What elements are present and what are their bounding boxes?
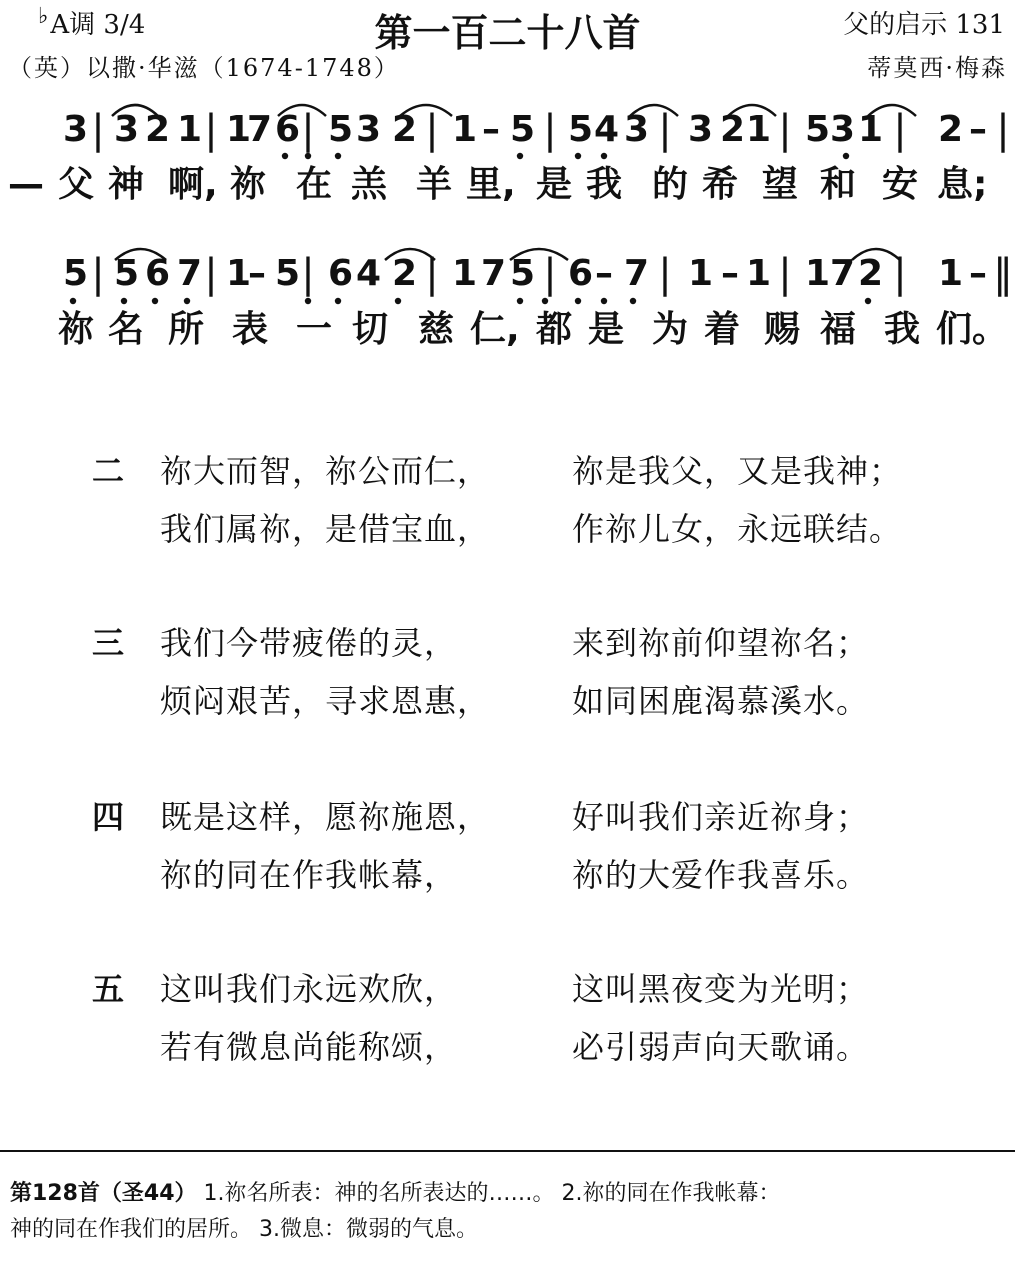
lyric-syllable: 息; <box>937 164 988 205</box>
undefined-note: 3 <box>356 109 382 150</box>
undefined-note: 1 <box>452 109 478 150</box>
undefined-note: 2 <box>858 253 884 294</box>
undefined-note: 2 <box>392 109 418 150</box>
stanza-line: 必引弱声向天歌诵。 <box>572 1028 870 1066</box>
stanza-line: 祢大而智，祢公而仁， <box>160 452 491 490</box>
undefined-note: 4 <box>356 253 382 294</box>
undefined-barline: | <box>91 107 105 153</box>
lyric-syllable: 赐 <box>764 309 801 350</box>
undefined-note: 1 <box>805 253 831 294</box>
undefined-barline: | <box>893 251 907 297</box>
key-text: A调 3/4 <box>50 10 146 40</box>
undefined-note: – <box>721 253 739 294</box>
lyric-syllable: 着 <box>704 309 741 350</box>
undefined-note: 1 <box>688 253 714 294</box>
undefined-note: 6 <box>145 253 171 294</box>
lyrics-line-1 <box>0 165 1015 215</box>
notation-line-2 <box>0 251 1015 314</box>
footnote-text-1: 1.祢名所表：神的名所表达的……。 2.祢的同在作我帐幕： <box>196 1181 781 1206</box>
lyric-syllable: 仁, <box>470 309 520 350</box>
footnote-label: 第128首（圣44） <box>10 1181 197 1206</box>
undefined-note: 5 <box>510 109 536 150</box>
lyric-syllable: 希 <box>702 164 739 205</box>
undefined-note: 1 <box>226 109 252 150</box>
undefined-barline: | <box>996 107 1010 153</box>
undefined-barline: ‖ <box>993 251 1013 297</box>
stanza-line: 既是这样，愿祢施恩， <box>160 798 491 836</box>
lyric-syllable: 里, <box>466 164 516 205</box>
undefined-note: 2 <box>145 109 171 150</box>
undefined-note: 1 <box>746 109 772 150</box>
undefined-note: 4 <box>594 109 620 150</box>
undefined-note: – <box>969 109 987 150</box>
lyric-syllable: 都 <box>536 309 573 350</box>
undefined-barline: | <box>301 251 315 297</box>
stanza-line: 祢的同在作我帐幕， <box>160 856 458 894</box>
stanza-line: 祢是我父，又是我神； <box>572 452 903 490</box>
undefined-note: 3 <box>63 109 89 150</box>
lyric-syllable: 在 <box>296 164 333 205</box>
stanza-number: 五 <box>92 970 125 1008</box>
undefined-barline: | <box>658 107 672 153</box>
undefined-note: 2 <box>392 253 418 294</box>
undefined-note: 3 <box>688 109 714 150</box>
footnote-line-1 <box>10 1176 781 1207</box>
lyric-syllable: 名 <box>108 309 145 350</box>
lyric-syllable: 一 <box>296 309 333 350</box>
undefined-note: 1 <box>452 253 478 294</box>
undefined-note: 7 <box>247 109 273 150</box>
undefined-barline: | <box>543 107 557 153</box>
footnote-divider <box>0 1150 1015 1152</box>
undefined-note: 2 <box>720 109 746 150</box>
stanza-line: 如同困鹿渴慕溪水。 <box>572 682 870 720</box>
hymn-title: 第一百二十八首 <box>374 11 641 55</box>
stanza-line: 这叫黑夜变为光明； <box>572 970 870 1008</box>
hymn-source: 父的启示 131 <box>843 10 1005 40</box>
lyric-syllable: 福 <box>820 309 857 350</box>
lyric-syllable: 望 <box>762 164 799 205</box>
stanza-line: 我们今带疲倦的灵， <box>160 624 458 662</box>
stanza-line: 祢的大爱作我喜乐。 <box>572 856 870 894</box>
stanza-line: 好叫我们亲近祢身； <box>572 798 870 836</box>
undefined-barline: | <box>778 107 792 153</box>
undefined-barline: | <box>658 251 672 297</box>
lyric-syllable: 父 <box>58 164 95 205</box>
stanza-number: 二 <box>92 452 125 490</box>
undefined-note: 1 <box>226 253 252 294</box>
undefined-note: 5 <box>114 253 140 294</box>
stanza-line: 我们属祢，是借宝血， <box>160 510 491 548</box>
footnote-line-2: 神的同在作我们的居所。 3.微息：微弱的气息。 <box>10 1217 478 1242</box>
stanza-line: 若有微息尚能称颂， <box>160 1028 458 1066</box>
undefined-barline: | <box>91 251 105 297</box>
lyric-syllable: — <box>8 164 44 205</box>
lyric-syllable: 是 <box>588 309 625 350</box>
lyric-syllable: 为 <box>652 309 689 350</box>
lyrics-line-2 <box>0 310 1015 360</box>
undefined-note: 7 <box>177 253 203 294</box>
undefined-note: 1 <box>177 109 203 150</box>
lyric-syllable: 和 <box>820 164 857 205</box>
undefined-barline: | <box>893 107 907 153</box>
lyric-syllable: 的 <box>652 164 689 205</box>
stanza-line: 来到祢前仰望祢名； <box>572 624 870 662</box>
lyric-syllable: 我 <box>884 309 921 350</box>
lyric-syllable: 羊 <box>416 164 453 205</box>
lyric-syllable: 们。 <box>936 309 1009 350</box>
undefined-barline: | <box>425 107 439 153</box>
undefined-note: 3 <box>624 109 650 150</box>
undefined-note: – <box>595 253 613 294</box>
undefined-note: – <box>248 253 266 294</box>
lyric-syllable: 羔 <box>351 164 388 205</box>
undefined-note: 2 <box>938 109 964 150</box>
undefined-barline: | <box>778 251 792 297</box>
undefined-barline: | <box>204 251 218 297</box>
lyric-syllable: 是 <box>536 164 573 205</box>
undefined-barline: | <box>425 251 439 297</box>
stanza-line: 作祢儿女，永远联结。 <box>572 510 903 548</box>
undefined-note: 7 <box>830 253 856 294</box>
undefined-note: – <box>969 253 987 294</box>
undefined-note: 5 <box>510 253 536 294</box>
undefined-note: 1 <box>858 109 884 150</box>
undefined-note: 5 <box>805 109 831 150</box>
lyric-syllable: 啊, <box>168 164 218 205</box>
undefined-note: 7 <box>481 253 507 294</box>
undefined-barline: | <box>204 107 218 153</box>
undefined-note: 7 <box>624 253 650 294</box>
flat-symbol: ♭ <box>38 4 49 29</box>
undefined-note: 6 <box>275 109 301 150</box>
stanza-number: 四 <box>92 798 125 836</box>
undefined-note: 5 <box>275 253 301 294</box>
stanza-line: 烦闷艰苦，寻求恩惠， <box>160 682 491 720</box>
undefined-note: 1 <box>938 253 964 294</box>
undefined-note: – <box>482 109 500 150</box>
undefined-note: 5 <box>328 109 354 150</box>
stanza-number: 三 <box>92 624 125 662</box>
lyric-syllable: 神 <box>108 164 145 205</box>
undefined-note: 1 <box>746 253 772 294</box>
undefined-note: 6 <box>568 253 594 294</box>
lyric-syllable: 我 <box>586 164 623 205</box>
lyric-syllable: 表 <box>232 309 269 350</box>
undefined-note: 3 <box>830 109 856 150</box>
composer: 蒂莫西·梅森 <box>867 54 1007 82</box>
lyric-syllable: 慈 <box>418 309 455 350</box>
undefined-note: 5 <box>568 109 594 150</box>
lyric-syllable: 所 <box>168 309 205 350</box>
lyric-syllable: 祢 <box>58 309 95 350</box>
lyric-syllable: 安 <box>882 164 919 205</box>
lyric-syllable: 祢 <box>230 164 267 205</box>
undefined-barline: | <box>301 107 315 153</box>
notation-line-1 <box>0 107 1015 170</box>
lyricist: （英）以撒·华滋（1674-1748） <box>8 54 400 82</box>
undefined-note: 5 <box>63 253 89 294</box>
undefined-note: 6 <box>328 253 354 294</box>
undefined-note: 3 <box>114 109 140 150</box>
lyric-syllable: 切 <box>352 309 389 350</box>
undefined-barline: | <box>543 251 557 297</box>
stanza-line: 这叫我们永远欢欣， <box>160 970 458 1008</box>
